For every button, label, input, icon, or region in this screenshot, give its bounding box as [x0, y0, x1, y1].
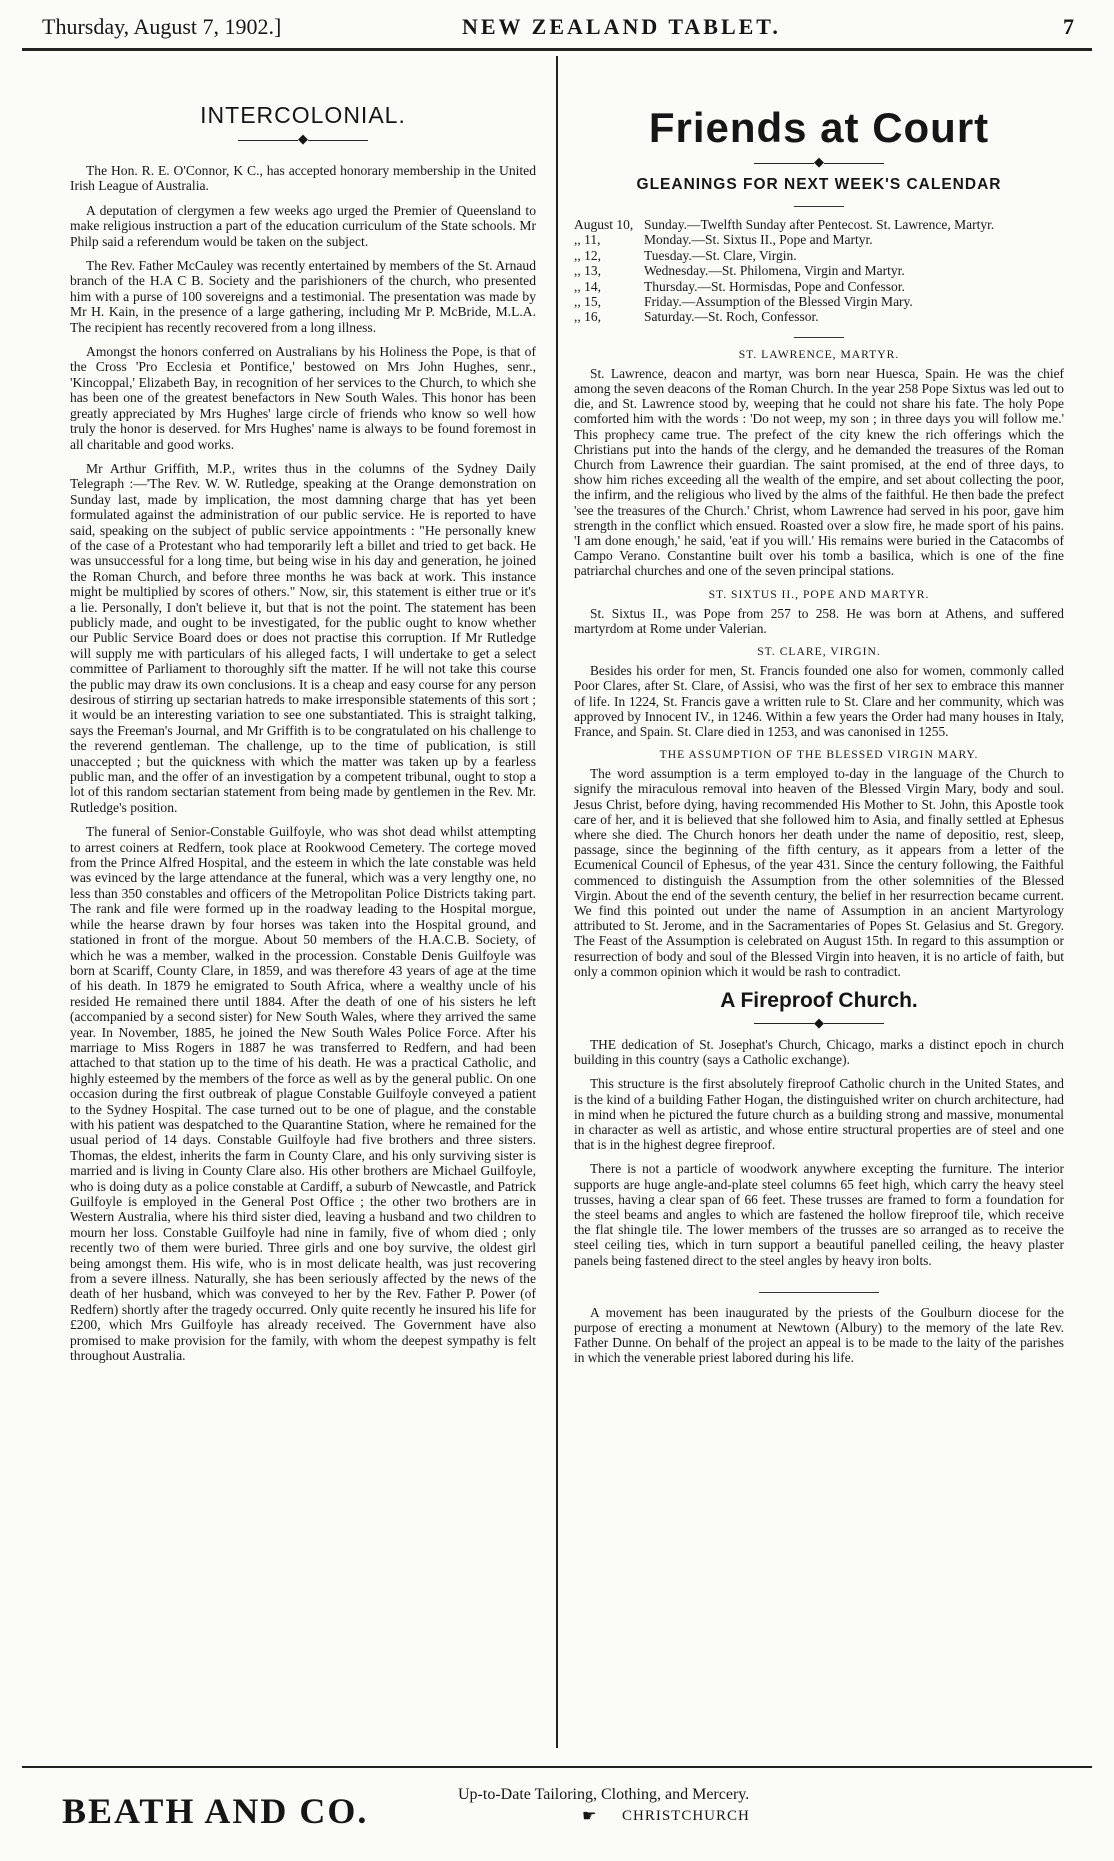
- calendar-date: ,, 13,: [574, 263, 601, 279]
- church-paragraph: THE dedication of St. Josephat's Church, Chicago, marks a distinct epoch in church building in this country (says a Catholic exchange).: [574, 1036, 1064, 1068]
- section-text: The word assumption is a term employed to-day in the language of the Church to signify the miraculous removal into heaven of the Blessed Virgin Mary, body and soul. Jesus Christ, before dying, having recommended His Mother to St. John, this Apostle took care of her, and it is believed that she followed him to Asia, and finally settled at Ephesus where she died. The Church honors her death under the name of depositio, rest, sleep, passage, since the beginning of the fifth century, as it appears from a letter of the Ecumenical Council of Ephesus, of the year 431. Since the century following, the Faithful commenced to distinguish the Assumption from the other solemnities of the Blessed Virgin. About the end of the seventh century, the belief in her resurrection became current. We find this pointed out under the name of Assumption in an ancient Martyrology attributed to St. Jerome, and in the Sacramentaries of Popes St. Gelasius and St. Gregory. The Feast of the Assumption is celebrated on August 15th. In regard to this assumption or resurrection of body and soul of the Blessed Virgin into heaven, it is no article of faith, but only a common opinion which it would be rash to contradict.: [574, 766, 1064, 979]
- ornament-divider: ◆: [574, 154, 1064, 170]
- advertisement-footer: [22, 1766, 1092, 1861]
- section-text: St. Lawrence, deacon and martyr, was born near Huesca, Spain. He was the chief among the seven deacons of the Roman Church. In the year 258 Pope Sixtus was led out to die, and St. Lawrence stood by, weeping that he could not share his fate. The holy Pope comforted him with the words : 'Do not weep, my son ; in three days you will follow me.' This prophecy came true. The prefect of the city knew the rich offerings which the Christians put into the hands of the clergy, and he demanded the treasures of the Roman Church from Lawrence their guardian. The saint promised, at the end of three days, to show him riches exceeding all the wealth of the empire, and set about collecting the poor, the infirm, and the religious who lived by the alms of the faithful. He then bade the prefect 'see the treasures of the Church.' Christ, whom Lawrence had served in his poor, gave him strength in the conflict which ensued. Roasted over a slow fire, he made sport of his pains. 'I am done enough,' he said, 'eat if you will.' His remains were buried in the Catacombs of Campo Verano. Constantine built over his tomb a basilica, which is one of the fine patriarchal churches and one of the seven principal stations.: [574, 365, 1064, 579]
- article-paragraph: The funeral of Senior-Constable Guilfoyle, who was shot dead whilst attempting to arrest coiners at Redfern, took place at Rookwood Cemetery. The cortege moved from the Prince Alfred Hospital, and the esteem in which the late constable was held was evinced by the large attendance at the funeral, which was a very lengthy one, no less than 350 constables and officers of the Metropolitan Police Districts taking part. The rank and file were formed up in the roadway leading to the Hospital morgue, while the hearse drawn by four horses was taken into the Hospital ground, and stationed in front of the morgue. About 50 members of the H.A.C.B. Society, of which he was a member, walked in the procession. Constable Denis Guilfoyle was born at Scariff, County Clare, in 1859, and was therefore 43 years of age at the time of his death. In 1879 he emigrated to South Africa, where a wealthy uncle of his resided He remained there until 1884. After the death of one of his sisters he left (accompanied by a second sister) for New South Wales, where they arrived the same year. In November, 1885, he joined the New South Wales Police Force. After his marriage to Miss Rogers in 1887 he was transferred to Redfern, and had been attached to that station up to the time of his death. He was a practical Catholic, and highly esteemed by the members of the force as well as by the general public. On one occasion during the first outbreak of plague Constable Guilfoyle conveyed a patient to the Sydney Hospital. The case turned out to be one of plague, and the constable with his patient was despatched to the Quarantine Station, where he remained for the usual period of 14 days. Constable Guilfoyle had five brothers and three sisters. Thomas, the eldest, inherits the farm in County Clare, and his only surviving sister is married and is living in County Clare also. His other brothers are Michael Guilfoyle, who is doing duty as a police constable at Cardiff, a suburb of Newcastle, and Patrick Guilfoyle is employed in the General Post Office ; the other two brothers are in Western Australia, where his third sister died, leaving a husband and two children to mourn her loss. Constable Guilfoyle had nine in family, five of whom died ; only recently two of them were buried. Three girls and one boy survive, the oldest girl being amongst them. His wife, who is in most delicate health, was just recovering from a severe illness. Naturally, she has been seriously affected by the news of the death of her husband, which was conveyed to her by the Rev. Father P. Power (of Redfern) shortly after the tragedy occurred. Only quite recently he insured his life for £200, which Mrs Guilfoyle has already received. The Government have also promised to make provision for the family, with whom the deepest sympathy is felt throughout Australia.: [70, 824, 536, 1364]
- calendar-entry: [574, 279, 1064, 294]
- friends-at-court-title: Friends at Court: [648, 104, 990, 151]
- calendar-date: ,, 11,: [574, 232, 601, 248]
- section-heading: ST. LAWRENCE, MARTYR.: [738, 347, 900, 361]
- pointing-hand-icon: ☛: [582, 1808, 597, 1825]
- section-heading: ST. CLARE, VIRGIN.: [757, 645, 881, 659]
- calendar-subtitle: GLEANINGS FOR NEXT WEEK'S CALENDAR: [636, 176, 1002, 193]
- column-divider: [556, 56, 558, 1748]
- page-number: 7: [1063, 14, 1074, 39]
- friends-at-court-column: [574, 56, 1064, 1756]
- ornament-divider: ◆: [70, 131, 536, 147]
- church-paragraph: This structure is the first absolutely fireproof Catholic church in the United States, and is the kind of a building Father Hogan, the distinguished writer on church architecture, had in mind when he pictured the future church as a building strong and massive, monumental in character as well as artistic, and whose entire structural properties are of steel and one that is in the highest degree fireproof.: [574, 1076, 1064, 1153]
- calendar-text: Friday.—Assumption of the Blessed Virgin Mary.: [644, 294, 913, 310]
- intercolonial-column: [70, 56, 536, 1756]
- calendar-entry: [574, 248, 1064, 263]
- calendar-date: ,, 12,: [574, 247, 601, 263]
- advertiser-city: CHRISTCHURCH: [622, 1808, 750, 1824]
- article-paragraph: A deputation of clergymen a few weeks ago urged the Premier of Queensland to make religious instruction a part of the education curriculum of the State schools. Mr Philp said a referendum would be taken on the subject.: [70, 202, 536, 249]
- calendar-date: ,, 15,: [574, 294, 601, 310]
- calendar-entry: [574, 232, 1064, 247]
- calendar-date: ,, 16,: [574, 309, 601, 325]
- section-text: Besides his order for men, St. Francis founded one also for women, commonly called Poor Clares, after St. Clare, of Assisi, who was the first of her sex to embrace this manner of life. In 1224, St. Francis gave a written rule to St. Clare and her community, which was approved by Innocent IV., in 1246. Within a few years the Order had many houses in Italy, France, and Spain. St. Clare died in 1253, and was canonised in 1255.: [574, 663, 1064, 739]
- advertiser-tagline: Up-to-Date Tailoring, Clothing, and Mercery.: [458, 1786, 750, 1803]
- calendar-text: Monday.—St. Sixtus II., Pope and Martyr.: [644, 232, 873, 248]
- article-paragraph: The Hon. R. E. O'Connor, K C., has accepted honorary membership in the United Irish League of Australia.: [70, 163, 536, 194]
- calendar-text: Tuesday.—St. Clare, Virgin.: [644, 247, 797, 263]
- calendar-text: Wednesday.—St. Philomena, Virgin and Martyr.: [644, 263, 905, 279]
- calendar-entry: [574, 217, 1064, 232]
- calendar-entry: [574, 309, 1064, 324]
- short-rule: [794, 337, 844, 338]
- intercolonial-title: INTERCOLONIAL.: [200, 102, 406, 128]
- calendar-text: Thursday.—St. Hormisdas, Pope and Confessor.: [644, 278, 905, 294]
- running-header: [22, 8, 1092, 51]
- article-paragraph: The Rev. Father McCauley was recently entertained by members of the St. Arnaud branch of the H.A C B. Society and the parishioners of the church, who presented him with a purse of 100 sovereigns and a testimonial. The presentation was made by Mr H. Kain, in the presence of a large gathering, including Mr P. McBride, M.L.A. The recipient has recently recovered from a long illness.: [70, 258, 536, 335]
- ornament-divider: ◆: [574, 1015, 1064, 1031]
- calendar-text: Sunday.—Twelfth Sunday after Pentecost. St. Lawrence, Martyr.: [644, 217, 995, 232]
- issue-date: Thursday, August 7, 1902.]: [42, 14, 282, 39]
- fireproof-church-title: A Fireproof Church.: [720, 988, 918, 1012]
- article-paragraph: Mr Arthur Griffith, M.P., writes thus in the columns of the Sydney Daily Telegraph :—'The Rev. W. W. Rutledge, speaking at the Orange demonstration on Sunday last, made by implication, the most damning charge that has yet been formulated against the administration of our public service. He is reported to have said, speaking on the subject of public service appointments : "He personally knew of the case of a Protestant who had temporarily left a billet and tried to get back. He was unsuccessful for a long time, but being wise in his day and generation, he joined the Roman Church, and before three months he was back at work. This instance might be multiplied by scores of others." Now, sir, this statement is either true or it's a lie. Personally, I don't believe it, but that is not the point. The statement has been publicly made, and ought to be investigated, for the public ought to know whether our Public Service Board does or does not practise this corruption. If Mr Rutledge will supply me with particulars of his alleged facts, I will undertake to get a select committee of Parliament to thoroughly sift the matter. If he will not take this course the public may draw its own conclusions. It is a cheap and easy course for any person desirous of stirring up sectarian hatreds to make irresponsible statements of this sort ; it would be an interesting variation to see one substantiated. This is straight talking, says the Freeman's Journal, and Mr Griffith is to be congratulated on his challenge to the reverend gentleman. The challenge, up to the time of publication, is still unaccepted ; but the quickness with which the matter was taken up by a fearless public man, and the offer of an investigation by a competent tribunal, ought to stop a lot of this random sectarian statement from being made by gentlemen in the Rev. Mr. Rutledge's position.: [70, 460, 536, 815]
- section-heading: THE ASSUMPTION OF THE BLESSED VIRGIN MARY.: [659, 748, 979, 762]
- article-paragraph: Amongst the honors conferred on Australians by his Holiness the Pope, is that of the Cross 'Pro Ecclesia et Pontifice,' bestowed on Mrs John Hughes, senr., 'Kincoppal,' Elizabeth Bay, in recognition of her services to the Church, to which she has been one of the greatest benefactors in New South Wales. This honor has been greatly appreciated by Mrs Hughes' large circle of friends who know so well how truly the honor is deserved. for Mrs Hughes' name is always to be found foremost in all charitable and good works.: [70, 344, 536, 452]
- section-heading: ST. SIXTUS II., POPE AND MARTYR.: [708, 587, 930, 601]
- calendar-date: ,, 14,: [574, 278, 601, 294]
- advertiser-name: BEATH AND CO.: [62, 1791, 369, 1831]
- calendar-entry: [574, 263, 1064, 278]
- calendar-date: August 10,: [574, 217, 634, 232]
- movement-paragraph: A movement has been inaugurated by the priests of the Goulburn diocese for the purpose of erecting a monument at Newtown (Albury) to the memory of the late Rev. Father Dunne. On behalf of the project an appeal is to be made to the laity of the parishes in which the venerable priest labored during his life.: [574, 1304, 1064, 1366]
- newspaper-title: NEW ZEALAND TABLET.: [462, 14, 781, 39]
- section-text: St. Sixtus II., was Pope from 257 to 258. He was born at Athens, and suffered martyrdom at Rome under Valerian.: [574, 605, 1064, 636]
- church-paragraph: There is not a particle of woodwork anywhere excepting the furniture. The interior supports are huge angle-and-plate steel columns 65 feet high, which carry the heavy steel trusses, having a clear span of 66 feet. These trusses are framed to form a foundation for the steel beams and angles to which are fastened the hollow fireproof tile, which receive the flat shingle tile. The lower members of the trusses are so arranged as to receive the steel ceiling ties, which in turn support a beautiful panelled ceiling, the heavy plaster panels being fastened direct to the steel angles by heavy iron bolts.: [574, 1161, 1064, 1268]
- calendar-list: [574, 217, 1064, 325]
- short-rule: [794, 206, 844, 207]
- calendar-text: Saturday.—St. Roch, Confessor.: [644, 309, 819, 325]
- thin-rule: [759, 1292, 879, 1293]
- calendar-entry: [574, 294, 1064, 309]
